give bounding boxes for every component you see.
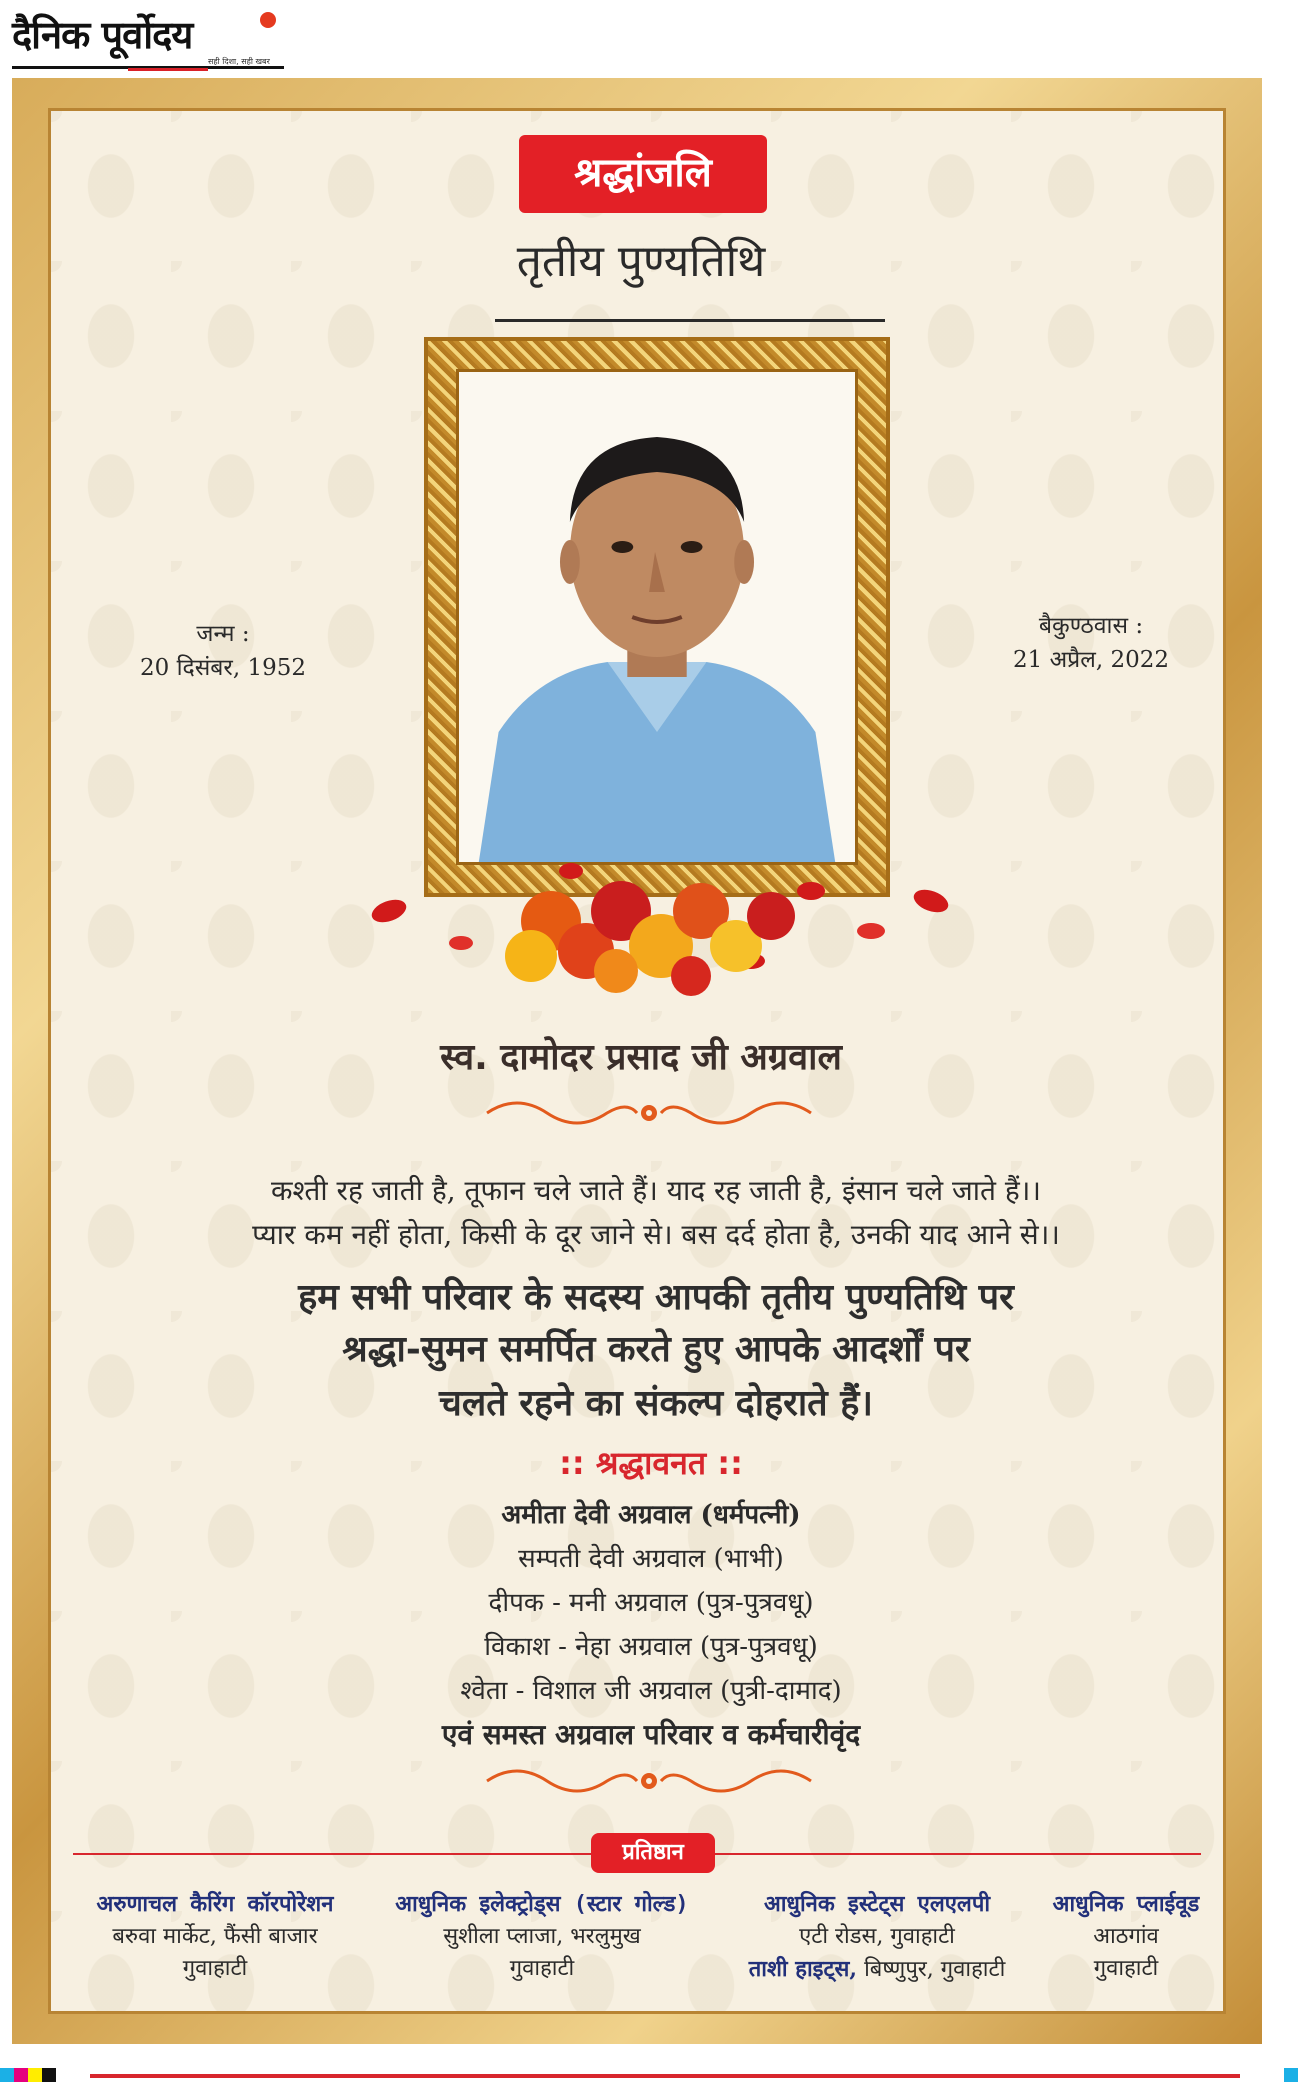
anniversary-subtitle: तृतीय पुण्यतिथि bbox=[516, 236, 766, 287]
tribute-line: हम सभी परिवार के सदस्य आपकी तृतीय पुण्यतिथि पर bbox=[298, 1276, 1014, 1318]
newspaper-masthead bbox=[12, 6, 288, 68]
footer-red-rule bbox=[90, 2074, 1240, 2078]
yellow-swatch bbox=[28, 2068, 42, 2082]
tribute-line: श्रद्धा-सुमन समर्पित करते हुए आपके आदर्शों पर bbox=[342, 1328, 970, 1370]
business-block bbox=[717, 1889, 1037, 1986]
portrait-photo bbox=[456, 369, 858, 865]
deceased-name: स्व. दामोदर प्रसाद जी अग्रवाल bbox=[440, 1037, 842, 1078]
business-block bbox=[1037, 1889, 1215, 1985]
masthead-red-rule bbox=[128, 68, 208, 71]
business-address: आठगांव bbox=[1093, 1924, 1159, 1949]
marigold-rose-garland bbox=[371, 851, 951, 1001]
cyan-swatch bbox=[0, 2068, 14, 2082]
tribute-badge: श्रद्धांजलि bbox=[519, 135, 767, 213]
death-date: 21 अप्रैल, 2022 bbox=[1013, 647, 1169, 673]
business-name: आधुनिक प्लाईवूड bbox=[1052, 1892, 1200, 1917]
tribute-line: चलते रहने का संकल्प दोहराते हैं। bbox=[438, 1382, 873, 1424]
family-member: श्वेता - विशाल जी अग्रवाल (पुत्री-दामाद) bbox=[460, 1676, 842, 1706]
family-closing-line: एवं समस्त अग्रवाल परिवार व कर्मचारीवृंद bbox=[441, 1718, 861, 1751]
family-member: दीपक - मनी अग्रवाल (पुत्र-पुत्रवधू) bbox=[488, 1588, 814, 1618]
portrait-frame bbox=[424, 337, 890, 897]
business-address-2 bbox=[717, 1953, 1037, 1986]
business-address: सुशीला प्लाजा, भरलुमुख bbox=[443, 1924, 641, 1949]
establishments-badge: प्रतिष्ठान bbox=[591, 1833, 715, 1873]
mourners-heading: :: श्रद्धावनत :: bbox=[559, 1444, 743, 1482]
ornamental-divider-icon bbox=[477, 1761, 821, 1801]
subtitle-underline bbox=[495, 319, 885, 322]
business-city: गुवाहाटी bbox=[509, 1956, 575, 1981]
gold-border-frame bbox=[12, 78, 1262, 2044]
family-member: विकाश - नेहा अग्रवाल (पुत्र-पुत्रवधू) bbox=[484, 1632, 818, 1662]
business-address: बरुवा मार्केट, फैंसी बाजार bbox=[112, 1924, 318, 1949]
newspaper-tagline: सही दिशा, सही खबर bbox=[208, 57, 270, 66]
black-swatch bbox=[42, 2068, 56, 2082]
business-city: गुवाहाटी bbox=[1093, 1956, 1159, 1981]
poem-line: कश्ती रह जाती है, तूफान चले जाते हैं। याद रह जाती है, इंसान चले जाते हैं।। bbox=[270, 1174, 1042, 1207]
business-name: आधुनिक इस्टेट्स एलएलपी bbox=[763, 1892, 991, 1917]
business-city: गुवाहाटी bbox=[182, 1956, 248, 1981]
masthead-sun-logo bbox=[260, 12, 276, 28]
newspaper-name: दैनिक पूर्वोदय bbox=[12, 13, 193, 57]
birth-date: 20 दिसंबर, 1952 bbox=[140, 655, 306, 681]
business-building: ताशी हाइट्स, bbox=[748, 1956, 858, 1982]
death-info bbox=[991, 609, 1191, 677]
business-block bbox=[65, 1889, 365, 1985]
poem-line: प्यार कम नहीं होता, किसी के दूर जाने से। बस दर्द होता है, उनकी याद आने से।। bbox=[252, 1218, 1060, 1251]
print-registration-bar bbox=[0, 2060, 1298, 2086]
business-block bbox=[367, 1889, 717, 1985]
cyan-swatch bbox=[1284, 2068, 1298, 2082]
business-name: अरुणाचल कैरिंग कॉरपोरेशन bbox=[96, 1892, 334, 1917]
business-name: आधुनिक इलेक्ट्रोड्स (स्टार गोल्ड) bbox=[395, 1892, 689, 1917]
family-member: अमीता देवी अग्रवाल (धर्मपत्नी) bbox=[501, 1500, 801, 1530]
ornamental-divider-icon bbox=[477, 1093, 821, 1133]
magenta-swatch bbox=[14, 2068, 28, 2082]
business-address: एटी रोडस, गुवाहाटी bbox=[799, 1924, 955, 1949]
birth-label: जन्म : bbox=[196, 621, 250, 647]
family-member: सम्पती देवी अग्रवाल (भाभी) bbox=[518, 1544, 784, 1574]
business-city: बिष्णुपुर, गुवाहाटी bbox=[864, 1957, 1006, 1982]
death-label: बैकुण्ठवास : bbox=[1038, 613, 1144, 639]
portrait-illustration bbox=[459, 372, 855, 862]
advertisement-panel bbox=[48, 108, 1226, 2014]
birth-info bbox=[123, 617, 323, 685]
